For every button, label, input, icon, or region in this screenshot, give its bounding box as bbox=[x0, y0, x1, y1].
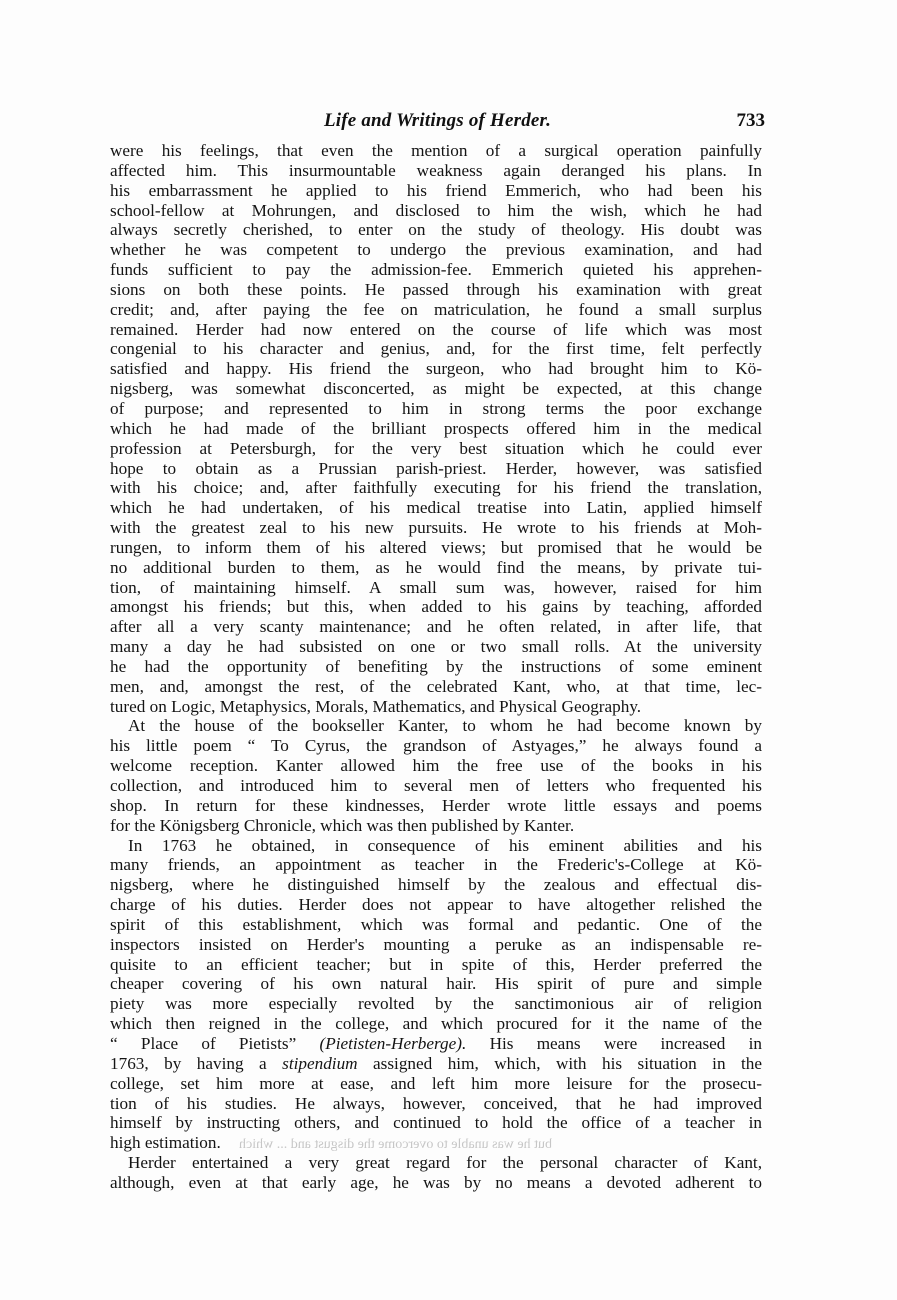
text-line: school-fellow at Mohrungen, and disclosed to him the wish, which he had bbox=[110, 200, 762, 220]
text-line-mixed bbox=[110, 1054, 762, 1074]
text-line: college, set him more at ease, and left him more leisure for the prosecu- bbox=[110, 1073, 762, 1093]
text-line: although, even at that early age, he was by no means a devoted adherent to bbox=[110, 1172, 762, 1192]
text-line: credit; and, after paying the fee on matriculation, he found a small surplus bbox=[110, 299, 762, 319]
text-line: collection, and introduced him to several men of letters who frequented his bbox=[110, 776, 762, 795]
text-fragment: 1763, by having a bbox=[110, 1053, 267, 1073]
text-line: his little poem “ To Cyrus, the grandson of Astyages,” he always found a bbox=[110, 736, 762, 756]
paragraph-end-line: tured on Logic, Metaphysics, Morals, Mathematics, and Physical Geography. bbox=[110, 696, 642, 716]
text-line: funds sufficient to pay the admission-fee. Emmerich quieted his apprehen- bbox=[110, 260, 762, 280]
body-text bbox=[110, 141, 762, 1193]
text-line: no additional burden to them, as he would find the means, by private tui- bbox=[110, 557, 762, 577]
text-line: hope to obtain as a Prussian parish-priest. Herder, however, was satisfied bbox=[110, 458, 762, 478]
text-line: many friends, an appointment as teacher in the Frederic's-College at Kö- bbox=[110, 855, 762, 875]
bleed-through-text: but he was unable to overcome the disgust and ... which bbox=[239, 1137, 553, 1153]
text-line: which then reigned in the college, and which procured for it the name of the bbox=[110, 1014, 762, 1034]
quoted-phrase: “ Place of Pietists” bbox=[110, 1033, 297, 1053]
text-line: remained. Herder had now entered on the course of life which was most bbox=[110, 319, 762, 339]
page-number: 733 bbox=[736, 110, 765, 131]
text-line: rungen, to inform them of his altered views; but promised that he would be bbox=[110, 537, 762, 557]
italic-latin-term: stipendium bbox=[282, 1053, 358, 1073]
text-line: congenial to his character and genius, and, for the first time, felt perfectly bbox=[110, 339, 762, 359]
text-line: nigsberg, where he distinguished himself by the zealous and effectual dis- bbox=[110, 875, 762, 895]
running-title: Life and Writings of Herder. bbox=[323, 110, 552, 131]
text-line: charge of his duties. Herder does not appear to have altogether relished the bbox=[110, 895, 762, 915]
paragraph-start-line: Herder entertained a very great regard for the personal character of Kant, bbox=[128, 1153, 762, 1173]
text-line: cheaper covering of his own natural hair. His spirit of pure and simple bbox=[110, 974, 762, 994]
text-line: quisite to an efficient teacher; but in spite of this, Herder preferred the bbox=[110, 954, 762, 974]
text-line: he had the opportunity of benefiting by the instructions of some eminent bbox=[110, 656, 762, 676]
text-line: men, and, amongst the rest, of the celebrated Kant, who, at that time, lec- bbox=[110, 676, 762, 696]
paragraph-start-line: At the house of the bookseller Kanter, to whom he had become known by bbox=[128, 716, 762, 736]
text-line: shop. In return for these kindnesses, Herder wrote little essays and poems bbox=[110, 795, 762, 815]
text-fragment: His means were increased in bbox=[489, 1033, 762, 1053]
text-line: whether he was competent to undergo the previous examination, and had bbox=[110, 240, 762, 260]
text-line: after all a very scanty maintenance; and he often related, in after life, that bbox=[110, 617, 762, 637]
text-line: tion, of maintaining himself. A small sum was, however, raised for him bbox=[110, 577, 762, 597]
text-line: profession at Petersburgh, for the very best situation which he could ever bbox=[110, 438, 762, 458]
text-line: which he had undertaken, of his medical treatise into Latin, applied himself bbox=[110, 498, 762, 518]
paragraph-start-line: In 1763 he obtained, in consequence of his eminent abilities and his bbox=[128, 835, 762, 855]
text-line: with the greatest zeal to his new pursuits. He wrote to his friends at Moh- bbox=[110, 518, 762, 538]
text-line: satisfied and happy. His friend the surgeon, who had brought him to Kö- bbox=[110, 359, 762, 379]
text-line: were his feelings, that even the mention of a surgical operation painfully bbox=[110, 141, 762, 160]
paragraph-end-line bbox=[110, 1133, 762, 1153]
text-line: many a day he had subsisted on one or two small rolls. At the university bbox=[110, 637, 762, 657]
text-line: piety was more especially revolted by the sanctimonious air of religion bbox=[110, 994, 762, 1014]
text-line: sions on both these points. He passed through his examination with great bbox=[110, 279, 762, 299]
text-line: welcome reception. Kanter allowed him the free use of the books in his bbox=[110, 756, 762, 776]
text-line: always secretly cherished, to enter on the study of theology. His doubt was bbox=[110, 220, 762, 240]
text-line: with his choice; and, after faithfully executing for his friend the translation, bbox=[110, 478, 762, 498]
text-line: nigsberg, was somewhat disconcerted, as might be expected, at this change bbox=[110, 379, 762, 399]
text-line: inspectors insisted on Herder's mounting a peruke as an indispensable re- bbox=[110, 934, 762, 954]
text-line: which he had made of the brilliant prospects offered him in the medical bbox=[110, 418, 762, 438]
italic-german-term: (Pietisten-Herberge). bbox=[319, 1033, 467, 1053]
text-line: of purpose; and represented to him in strong terms the poor exchange bbox=[110, 398, 762, 418]
text-line: amongst his friends; but this, when added to his gains by teaching, afforded bbox=[110, 597, 762, 617]
running-head bbox=[110, 110, 765, 136]
text-line-mixed bbox=[110, 1034, 762, 1054]
text-line: affected him. This insurmountable weakness again deranged his plans. In bbox=[110, 160, 762, 180]
paragraph-end-line: for the Königsberg Chronicle, which was then published by Kanter. bbox=[110, 815, 575, 835]
text-line: tion of his studies. He always, however, conceived, that he had improved bbox=[110, 1093, 762, 1113]
text-fragment: assigned him, which, with his situation in the bbox=[373, 1053, 762, 1073]
text-fragment: high estimation. bbox=[110, 1133, 221, 1153]
text-line: spirit of this establishment, which was formal and pedantic. One of the bbox=[110, 914, 762, 934]
text-line: himself by instructing others, and continued to hold the office of a teacher in bbox=[110, 1113, 762, 1133]
text-line: his embarrassment he applied to his friend Emmerich, who had been his bbox=[110, 180, 762, 200]
